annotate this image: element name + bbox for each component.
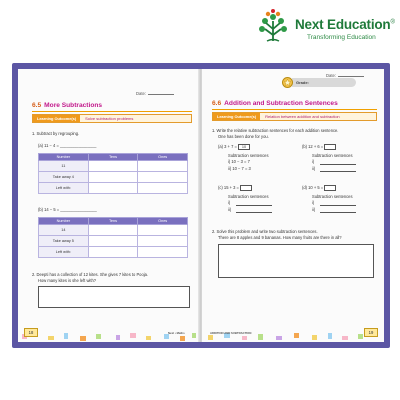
answer-cell[interactable] — [88, 183, 138, 194]
sentence-d: (d) 10 + 5 = — [302, 185, 336, 191]
blank-line[interactable] — [236, 205, 272, 206]
blank-c-i: i) — [228, 200, 231, 205]
place-value-table-a — [38, 153, 188, 194]
learning-outcome-text: Relation between addition and subtraction — [265, 114, 340, 119]
sentence-a-i: i) 10 − 3 = 7 — [228, 159, 250, 164]
answer-cell[interactable] — [88, 172, 138, 183]
table-header: Ones — [138, 154, 188, 161]
tree-logo-icon — [255, 7, 291, 47]
table-cell: Take away 4 — [39, 172, 89, 183]
question-1-cont: One has been done for you. — [218, 134, 269, 139]
date-field: Date: — [326, 73, 364, 78]
subtraction-label: Subtraction sentences — [228, 194, 269, 199]
answer-cell[interactable] — [138, 172, 188, 183]
question-2-cont: How many kites is she left with? — [38, 278, 97, 283]
answer-box[interactable] — [218, 244, 374, 278]
blank-line[interactable] — [320, 205, 356, 206]
brand-tagline: Transforming Education — [307, 34, 376, 41]
table-cell: 14 — [39, 225, 89, 236]
answer-cell[interactable] — [88, 247, 138, 258]
sentence-c: (c) 15 + 3 = — [218, 185, 252, 191]
title-rule — [32, 111, 192, 112]
table-header: Ones — [138, 218, 188, 225]
table-cell: 11 — [39, 161, 89, 172]
answer-cell[interactable] — [88, 161, 138, 172]
answer-cell[interactable] — [138, 236, 188, 247]
blank-line[interactable] — [320, 164, 356, 165]
place-value-table-b — [38, 217, 188, 258]
question-2-cont: There are 8 apples and 9 bananas. How many fruits are there in all? — [218, 235, 342, 240]
learning-outcome-label: Learning Outcome(s) — [213, 113, 260, 120]
grade-label: Grade: — [296, 80, 309, 85]
title-rule — [212, 109, 377, 110]
page-number: 19 — [364, 328, 378, 337]
blank-b-ii: ii) — [312, 166, 316, 171]
sentence-a: (a) 3 + 7 = 10 — [218, 144, 250, 150]
answer-cell[interactable] — [138, 225, 188, 236]
question-1a: (a) 11 − 4 = ________________ — [38, 143, 97, 148]
answer-cell[interactable] — [138, 183, 188, 194]
answer-cell[interactable] — [138, 161, 188, 172]
grade-field — [292, 78, 356, 87]
open-workbook — [12, 63, 390, 348]
right-page — [201, 69, 384, 342]
brand-name: Next Education® — [295, 17, 395, 32]
answer-cell[interactable] — [138, 247, 188, 258]
blank-line[interactable] — [236, 212, 272, 213]
subtraction-label: Subtraction sentences — [312, 153, 353, 158]
learning-outcome-box — [32, 114, 192, 123]
sentence-b: (b) 12 + 6 = — [302, 144, 336, 150]
left-page — [18, 69, 201, 342]
answer-box-b[interactable] — [324, 144, 336, 150]
table-cell: Take away 5 — [39, 236, 89, 247]
question-1b: (b) 14 − 5 = ________________ — [38, 207, 97, 212]
blank-d-i: i) — [312, 200, 315, 205]
subtraction-label: Subtraction sentences — [312, 194, 353, 199]
section-title: 6.6 Addition and Subtraction Sentences — [212, 100, 338, 107]
page-number: 18 — [24, 328, 38, 337]
table-header: Tens — [88, 154, 138, 161]
star-icon — [282, 77, 293, 88]
page-footer: Next • Maths — [168, 331, 185, 335]
blank-c-ii: ii) — [228, 207, 232, 212]
table-header: Number — [39, 218, 89, 225]
learning-outcome-box — [212, 112, 377, 121]
subtraction-label: Subtraction sentences — [228, 153, 269, 158]
question-1: 1. Subtract by regrouping. — [32, 131, 80, 136]
table-header: Tens — [88, 218, 138, 225]
learning-outcome-text: Solve subtraction problems — [85, 116, 134, 121]
table-cell: Left with: — [39, 183, 89, 194]
blank-b-i: i) — [312, 159, 315, 164]
section-title: 6.5 More Subtractions — [32, 102, 103, 109]
table-header: Number — [39, 154, 89, 161]
blank-line[interactable] — [320, 171, 356, 172]
question-2: 2. Deepti has a collection of 12 kites. She gives 7 kites to Pooja. — [32, 272, 149, 277]
page-footer: ADDITION AND SUBTRACTION — [210, 331, 252, 335]
blank-d-ii: ii) — [312, 207, 316, 212]
question-2: 2. Solve this problem and write two subtraction sentences. — [212, 229, 318, 234]
blank-line[interactable] — [320, 212, 356, 213]
table-cell: Left with: — [39, 247, 89, 258]
answer-box-a: 10 — [238, 144, 250, 150]
answer-box-d[interactable] — [324, 185, 336, 191]
answer-box-c[interactable] — [240, 185, 252, 191]
sentence-a-ii: ii) 10 − 7 = 3 — [228, 166, 251, 171]
date-field: Date: — [136, 91, 174, 96]
answer-box[interactable] — [38, 286, 190, 308]
question-1: 1. Write the relative subtraction sentences for each addition sentence. — [212, 128, 339, 133]
learning-outcome-label: Learning Outcome(s) — [33, 115, 80, 122]
brand-logo — [255, 7, 395, 52]
answer-cell[interactable] — [88, 236, 138, 247]
answer-cell[interactable] — [88, 225, 138, 236]
